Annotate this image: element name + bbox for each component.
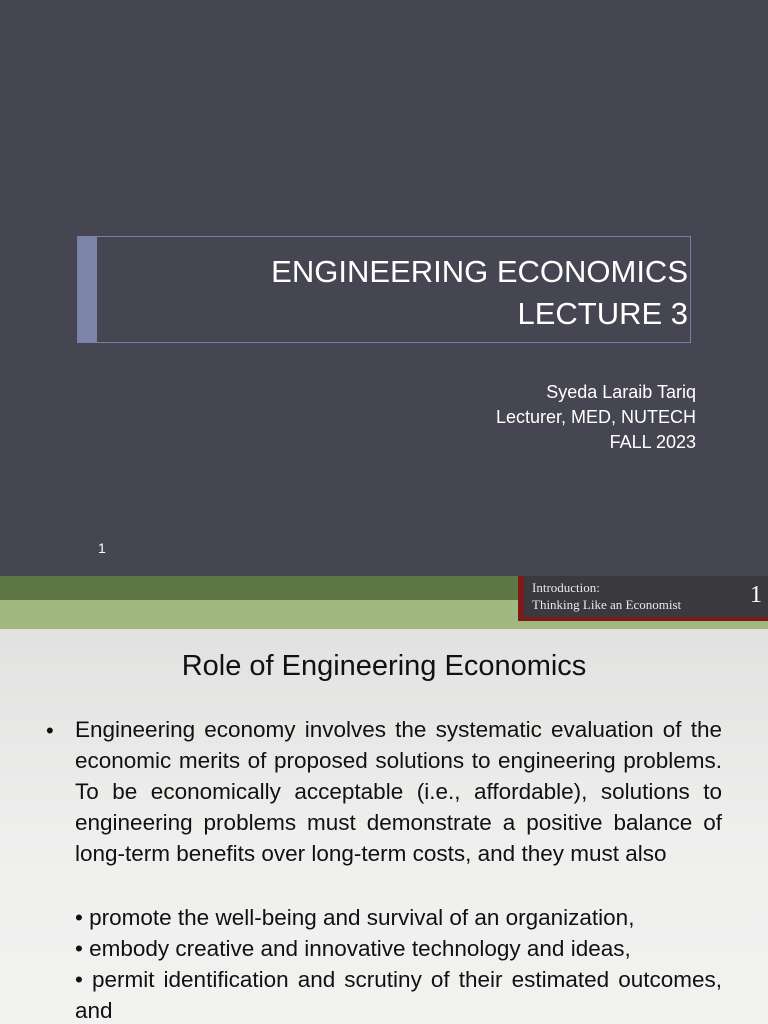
section-header-line-2: Thinking Like an Economist (532, 597, 682, 612)
author-name: Syeda Laraib Tariq (546, 382, 696, 402)
sub-bullet-list (75, 902, 722, 1024)
section-header-tag-inner (524, 576, 768, 617)
author-position: Lecturer, MED, NUTECH (495, 407, 696, 427)
slide-title (271, 251, 688, 335)
bullet-paragraph: Engineering economy involves the systematic evaluation of the economic merits of proposed solutions to engineering problems. To be economically acceptable (i.e., affordable), solutions to engineering problems must demonstrate a positive balance of long-term benefits over long-term costs, and they must also (75, 717, 722, 866)
section-number: 1 (750, 582, 762, 608)
section-header-text (532, 579, 681, 613)
sub-bullet-item: • permit identification and scrutiny of their estimated outcomes, and (75, 967, 722, 1023)
title-line-1: ENGINEERING ECONOMICS (271, 254, 688, 289)
section-header-tag (518, 576, 768, 621)
slide-subtitle (496, 380, 696, 455)
title-line-2: LECTURE 3 (517, 296, 688, 331)
page-number: 1 (98, 540, 106, 556)
content-slide (0, 576, 768, 1024)
title-accent-bar (78, 237, 97, 342)
sub-bullet-item: • embody creative and innovative technology and ideas, (75, 936, 631, 961)
sub-bullet-item: • promote the well-being and survival of an organization, (75, 905, 635, 930)
term: FALL 2023 (609, 432, 696, 452)
content-title: Role of Engineering Economics (181, 650, 587, 682)
title-box (77, 236, 691, 343)
bullet-marker: • (46, 718, 54, 743)
section-header-line-1: Introduction: (532, 580, 600, 595)
